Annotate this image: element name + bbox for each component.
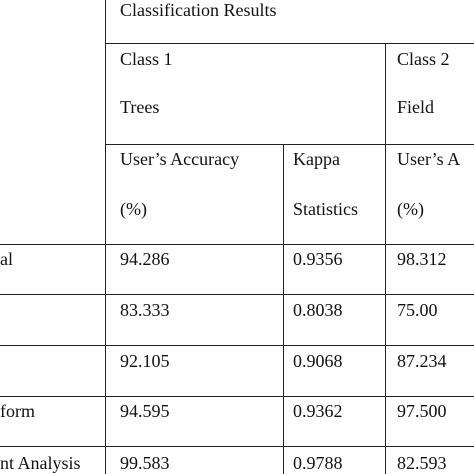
table-cell-value: 75.00 bbox=[397, 300, 438, 320]
col-header-users-accuracy-unit: (%) bbox=[120, 199, 147, 219]
table-cell-value: 98.312 bbox=[397, 249, 447, 269]
table-cell-value: 0.9362 bbox=[293, 401, 343, 421]
table-divider bbox=[0, 294, 474, 295]
table-cell-method: nt Analysis bbox=[0, 453, 81, 473]
group-header: Classification Results bbox=[120, 0, 277, 20]
table-cell-value: 82.593 bbox=[397, 453, 447, 473]
table-cell-value: 94.286 bbox=[120, 249, 170, 269]
table-divider bbox=[283, 144, 284, 474]
table-cell-value: 92.105 bbox=[120, 351, 170, 371]
table-cell-value: 97.500 bbox=[397, 401, 447, 421]
table-divider bbox=[0, 345, 474, 346]
table-divider bbox=[105, 144, 474, 145]
col-header-kappa: Kappa bbox=[293, 149, 340, 169]
table-cell-value: 0.9788 bbox=[293, 453, 343, 473]
table-cell-value: 99.583 bbox=[120, 453, 170, 473]
class1-name: Class 1 bbox=[120, 49, 173, 69]
class2-name: Class 2 bbox=[397, 49, 450, 69]
table-cell-method: form bbox=[0, 401, 35, 421]
table-divider bbox=[0, 244, 474, 245]
col-header-users-accuracy: User’s Accuracy bbox=[120, 149, 240, 169]
table-divider bbox=[105, 43, 474, 44]
table-divider bbox=[0, 396, 474, 397]
table-cell-value: 0.9068 bbox=[293, 351, 343, 371]
col-header-users-accuracy-2-unit: (%) bbox=[397, 199, 424, 219]
table-cell-value: 87.234 bbox=[397, 351, 447, 371]
table-cell-value: 83.333 bbox=[120, 300, 170, 320]
table-divider bbox=[0, 446, 474, 447]
class1-label: Trees bbox=[120, 97, 160, 117]
table-divider bbox=[105, 0, 106, 474]
table-cell-value: 0.9356 bbox=[293, 249, 343, 269]
table-cell-value: 94.595 bbox=[120, 401, 170, 421]
table-cell-method: al bbox=[0, 249, 13, 269]
col-header-kappa-line2: Statistics bbox=[293, 199, 359, 219]
table-divider bbox=[385, 43, 386, 474]
class2-label: Field bbox=[397, 97, 435, 117]
col-header-users-accuracy-2: User’s A bbox=[397, 149, 461, 169]
table-cell-value: 0.8038 bbox=[293, 300, 343, 320]
